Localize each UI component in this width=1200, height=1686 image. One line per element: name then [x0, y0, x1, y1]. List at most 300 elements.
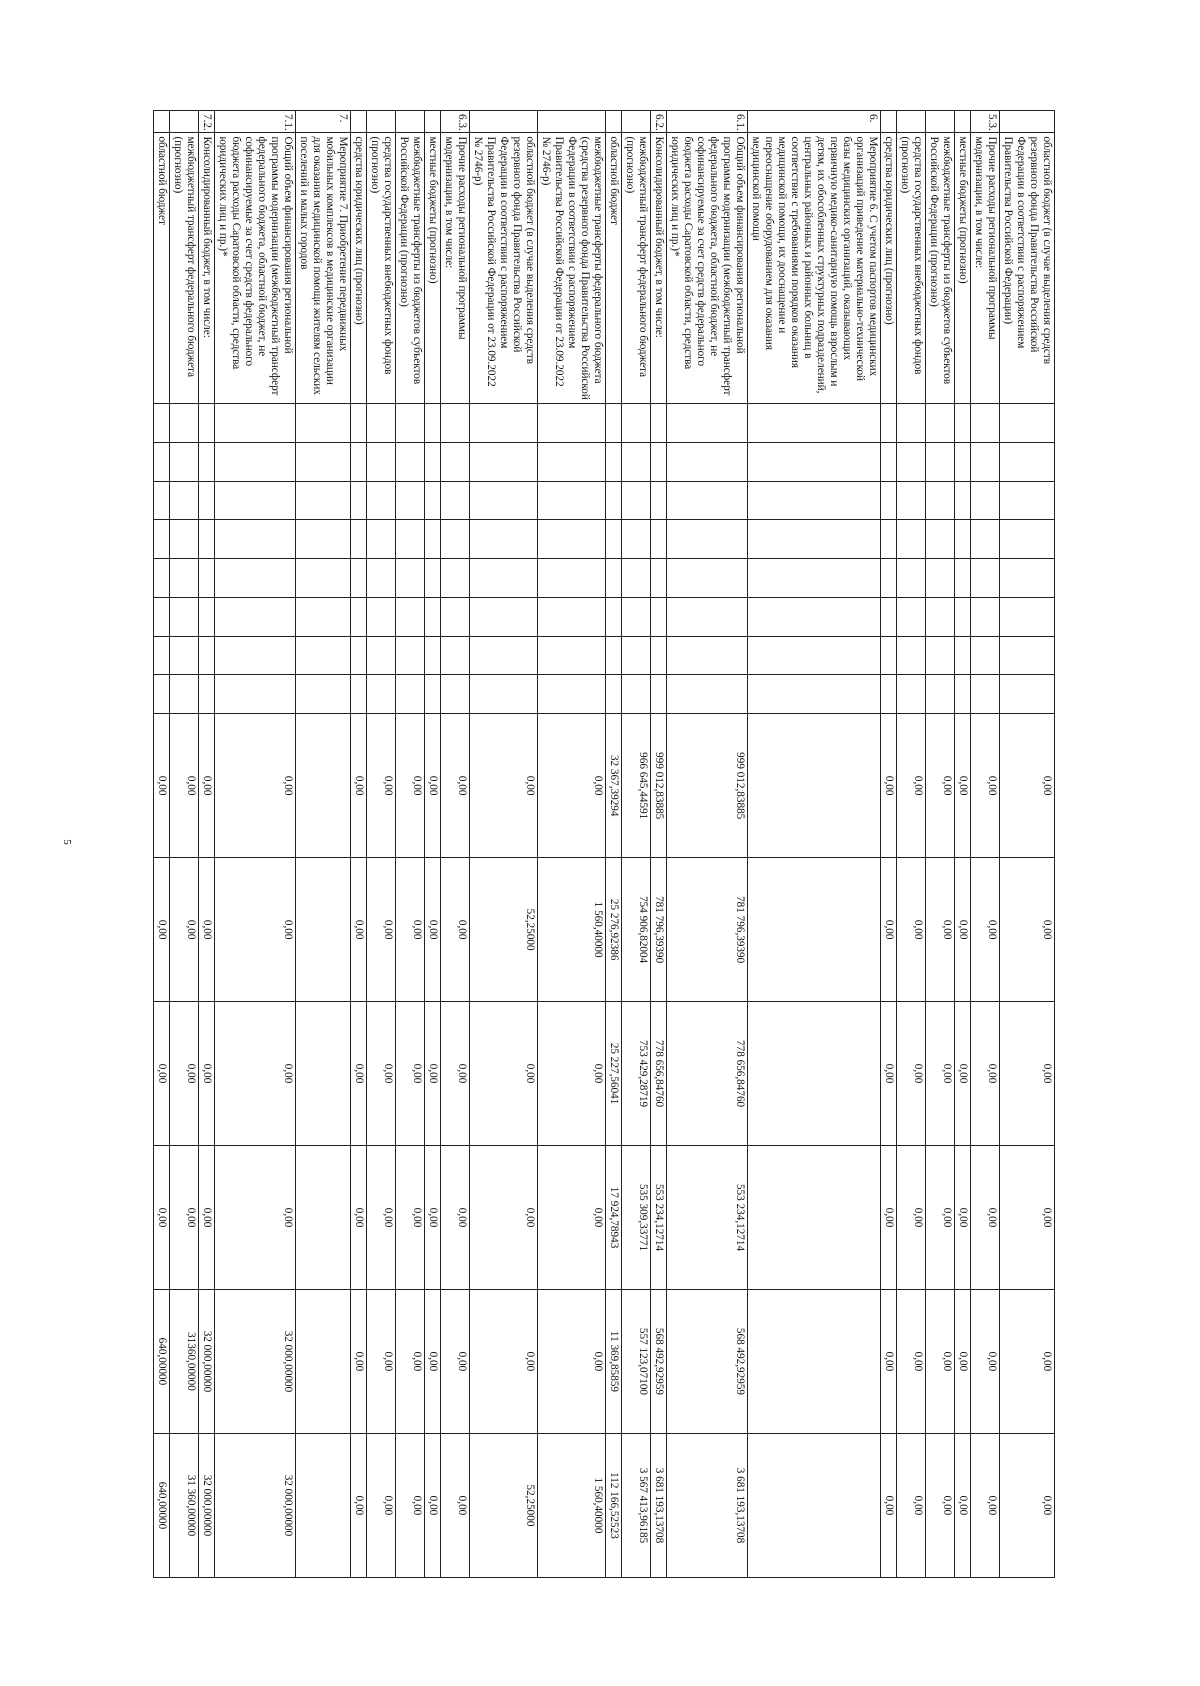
value-cell: 0,00 [367, 1002, 396, 1146]
value-cell: 0,00 [154, 714, 170, 858]
empty-cell [296, 559, 351, 598]
value-cell [296, 1002, 351, 1146]
row-name: областной бюджет (в случае выделения средств резервного фонда Правительства Российской Федерации в соответствии с распоряжением Правительства Российской Федерации от 23.09.2022 № 2746-р) [470, 133, 538, 404]
empty-cell [296, 403, 351, 442]
empty-cell [367, 559, 396, 598]
value-cell: 0,00 [367, 714, 396, 858]
empty-cell [667, 636, 748, 675]
value-cell: 0,00 [170, 858, 199, 1002]
value-cell: 0,00 [538, 1289, 606, 1433]
empty-cell [606, 636, 622, 675]
value-cell: 0,00 [351, 1289, 367, 1433]
value-cell: 0,00 [425, 1433, 441, 1577]
empty-cell [926, 520, 955, 559]
value-cell: 778 656,84760 [667, 1002, 748, 1146]
empty-cell [154, 675, 170, 714]
empty-cell [396, 442, 425, 481]
value-cell: 0,00 [881, 1289, 897, 1433]
empty-cell [1000, 597, 1055, 636]
empty-cell [199, 597, 215, 636]
empty-cell [971, 636, 1000, 675]
value-cell: 32 000,00000 [215, 1433, 296, 1577]
empty-cell [1000, 442, 1055, 481]
value-cell [296, 714, 351, 858]
value-cell: 0,00 [538, 1146, 606, 1290]
empty-cell [351, 559, 367, 598]
empty-cell [170, 636, 199, 675]
empty-cell [396, 481, 425, 520]
empty-cell [606, 481, 622, 520]
empty-cell [651, 675, 667, 714]
value-cell [748, 1002, 881, 1146]
empty-cell [971, 559, 1000, 598]
empty-cell [881, 403, 897, 442]
empty-cell [748, 675, 881, 714]
empty-cell [651, 597, 667, 636]
empty-cell [538, 636, 606, 675]
empty-cell [199, 481, 215, 520]
value-cell: 25 276,92386 [606, 858, 622, 1002]
value-cell: 1 560,40000 [538, 858, 606, 1002]
value-cell: 781 796,39390 [667, 858, 748, 1002]
table-row [154, 111, 170, 1578]
empty-cell [215, 520, 296, 559]
row-name: местные бюджеты (прогнозно) [425, 133, 441, 404]
empty-cell [351, 636, 367, 675]
table-row [955, 111, 971, 1578]
empty-cell [881, 520, 897, 559]
value-cell: 0,00 [199, 1002, 215, 1146]
value-cell: 0,00 [425, 858, 441, 1002]
empty-cell [955, 481, 971, 520]
row-name: межбюджетные трансферты из бюджетов субъектов Российской Федерации (прогнозно) [926, 133, 955, 404]
empty-cell [425, 675, 441, 714]
empty-cell [470, 403, 538, 442]
row-number: 5.3. [971, 111, 1000, 133]
empty-cell [748, 481, 881, 520]
value-cell: 999 012,83885 [651, 714, 667, 858]
empty-cell [296, 636, 351, 675]
empty-cell [199, 442, 215, 481]
value-cell: 0,00 [881, 1146, 897, 1290]
row-name: областной бюджет (в случае выделения средств резервного фонда Правительства Российской Федерации в соответствии с распоряжением Правительства Российской Федерации) [1000, 133, 1055, 404]
empty-cell [351, 403, 367, 442]
empty-cell [215, 442, 296, 481]
empty-cell [667, 520, 748, 559]
value-cell: 0,00 [926, 1433, 955, 1577]
value-cell: 0,00 [215, 1002, 296, 1146]
empty-cell [215, 675, 296, 714]
value-cell: 0,00 [154, 1146, 170, 1290]
value-cell: 553 234,12714 [651, 1146, 667, 1290]
value-cell: 0,00 [351, 714, 367, 858]
table-row [367, 111, 396, 1578]
value-cell: 0,00 [955, 1289, 971, 1433]
value-cell: 0,00 [971, 1433, 1000, 1577]
row-name: средства государственных внебюджетных фондов (прогнозно) [897, 133, 926, 404]
value-cell: 0,00 [897, 1433, 926, 1577]
row-number [955, 111, 971, 133]
value-cell: 781 796,39390 [651, 858, 667, 1002]
table-row [425, 111, 441, 1578]
value-cell: 0,00 [971, 1289, 1000, 1433]
value-cell: 0,00 [897, 1002, 926, 1146]
empty-cell [651, 559, 667, 598]
value-cell: 0,00 [154, 1002, 170, 1146]
table-row [351, 111, 367, 1578]
value-cell [748, 858, 881, 1002]
empty-cell [955, 442, 971, 481]
row-number: 7.1. [215, 111, 296, 133]
row-number: 6.2. [651, 111, 667, 133]
empty-cell [296, 520, 351, 559]
table-row [396, 111, 425, 1578]
empty-cell [538, 481, 606, 520]
table-row [296, 111, 351, 1578]
table-row [606, 111, 622, 1578]
row-name: Общий объем финансирования региональной программы модернизации (межбюджетный трансферт федерального бюджета, областной бюджет, не софинансируемые за счет средств федерального бюджета расходы Саратовской области, средства юридических лиц и пр.)* [667, 133, 748, 404]
empty-cell [748, 520, 881, 559]
value-cell: 31 360,00000 [170, 1433, 199, 1577]
value-cell [296, 858, 351, 1002]
row-number [926, 111, 955, 133]
value-cell [296, 1289, 351, 1433]
empty-cell [215, 559, 296, 598]
value-cell: 32 000,00000 [199, 1433, 215, 1577]
value-cell: 640,00000 [154, 1433, 170, 1577]
value-cell: 0,00 [170, 1146, 199, 1290]
value-cell: 0,00 [971, 858, 1000, 1002]
table-row [971, 111, 1000, 1578]
value-cell: 0,00 [396, 1289, 425, 1433]
rotated-table-sheet [145, 110, 1055, 1578]
empty-cell [296, 675, 351, 714]
value-cell: 0,00 [897, 1146, 926, 1290]
empty-cell [170, 442, 199, 481]
empty-cell [897, 481, 926, 520]
value-cell: 0,00 [1000, 1002, 1055, 1146]
empty-cell [955, 520, 971, 559]
empty-cell [170, 403, 199, 442]
table-row [748, 111, 881, 1578]
empty-cell [199, 559, 215, 598]
empty-cell [606, 675, 622, 714]
value-cell: 32 367,39294 [606, 714, 622, 858]
value-cell: 0,00 [1000, 714, 1055, 858]
empty-cell [425, 403, 441, 442]
empty-cell [897, 675, 926, 714]
empty-cell [1000, 520, 1055, 559]
empty-cell [1000, 559, 1055, 598]
value-cell: 0,00 [351, 1146, 367, 1290]
value-cell: 0,00 [881, 858, 897, 1002]
empty-cell [606, 403, 622, 442]
empty-cell [154, 559, 170, 598]
row-number [170, 111, 199, 133]
empty-cell [622, 636, 651, 675]
financing-table [153, 110, 1055, 1578]
row-number [367, 111, 396, 133]
empty-cell [651, 442, 667, 481]
empty-cell [926, 442, 955, 481]
empty-cell [296, 597, 351, 636]
value-cell: 0,00 [1000, 1433, 1055, 1577]
empty-cell [881, 442, 897, 481]
empty-cell [351, 675, 367, 714]
empty-cell [971, 675, 1000, 714]
empty-cell [441, 636, 470, 675]
row-number [351, 111, 367, 133]
value-cell: 0,00 [441, 1002, 470, 1146]
empty-cell [748, 403, 881, 442]
empty-cell [622, 442, 651, 481]
empty-cell [955, 675, 971, 714]
value-cell: 0,00 [441, 1146, 470, 1290]
value-cell [748, 1433, 881, 1577]
empty-cell [897, 597, 926, 636]
empty-cell [215, 403, 296, 442]
value-cell: 0,00 [367, 1289, 396, 1433]
value-cell: 0,00 [351, 1002, 367, 1146]
value-cell: 568 492,92959 [651, 1289, 667, 1433]
value-cell: 0,00 [170, 1002, 199, 1146]
empty-cell [351, 481, 367, 520]
value-cell: 0,00 [897, 1289, 926, 1433]
empty-cell [606, 597, 622, 636]
row-name: Мероприятие 6. С учетом паспортов медицинских организаций приведение материально-технической базы медицинских организаций, оказывающих первичную медико-санитарную помощь взрослым и детям, их обособленных структурных подразделений, центральных районных и районных больниц в соответствие с требованиями порядков оказания медицинской помощи, их дооснащение и переоснащение оборудованием для оказания медицинской помощи [748, 133, 881, 404]
empty-cell [926, 675, 955, 714]
value-cell: 0,00 [441, 1289, 470, 1433]
row-name: Мероприятие 7. Приобретение передвижных мобильных комплексов в медицинские организации для оказания медицинской помощи жителям сельских поселений и малых городов [296, 133, 351, 404]
empty-cell [470, 442, 538, 481]
value-cell: 0,00 [215, 858, 296, 1002]
empty-cell [881, 559, 897, 598]
empty-cell [1000, 636, 1055, 675]
empty-cell [881, 636, 897, 675]
row-number [622, 111, 651, 133]
row-number: 6.3. [441, 111, 470, 133]
empty-cell [955, 559, 971, 598]
value-cell: 0,00 [441, 1433, 470, 1577]
empty-cell [926, 597, 955, 636]
empty-cell [1000, 403, 1055, 442]
empty-cell [367, 520, 396, 559]
value-cell: 0,00 [955, 858, 971, 1002]
empty-cell [170, 675, 199, 714]
value-cell: 0,00 [926, 1289, 955, 1433]
value-cell [748, 714, 881, 858]
value-cell: 0,00 [441, 714, 470, 858]
empty-cell [470, 481, 538, 520]
empty-cell [351, 597, 367, 636]
value-cell: 0,00 [396, 1146, 425, 1290]
empty-cell [215, 636, 296, 675]
value-cell: 32 000,00000 [215, 1289, 296, 1433]
value-cell: 535 309,33771 [622, 1146, 651, 1290]
empty-cell [748, 636, 881, 675]
empty-cell [971, 442, 1000, 481]
row-name: Консолидированный бюджет, в том числе: [651, 133, 667, 404]
empty-cell [396, 520, 425, 559]
value-cell: 568 492,92959 [667, 1289, 748, 1433]
row-number [396, 111, 425, 133]
empty-cell [396, 636, 425, 675]
empty-cell [396, 403, 425, 442]
empty-cell [926, 636, 955, 675]
empty-cell [606, 520, 622, 559]
value-cell: 0,00 [215, 714, 296, 858]
value-cell: 25 227,56041 [606, 1002, 622, 1146]
value-cell: 0,00 [425, 1002, 441, 1146]
empty-cell [351, 520, 367, 559]
value-cell: 0,00 [881, 1002, 897, 1146]
value-cell: 0,00 [425, 714, 441, 858]
empty-cell [441, 597, 470, 636]
value-cell: 52,25000 [470, 1433, 538, 1577]
row-number: 7. [296, 111, 351, 133]
table-row [622, 111, 651, 1578]
value-cell: 0,00 [971, 1002, 1000, 1146]
table-row [470, 111, 538, 1578]
row-name: межбюджетные трансферты из бюджетов субъектов Российской Федерации (прогнозно) [396, 133, 425, 404]
value-cell: 0,00 [470, 1289, 538, 1433]
row-number [881, 111, 897, 133]
empty-cell [170, 520, 199, 559]
empty-cell [154, 481, 170, 520]
empty-cell [971, 597, 1000, 636]
empty-cell [296, 442, 351, 481]
empty-cell [425, 481, 441, 520]
empty-cell [367, 675, 396, 714]
value-cell: 32 000,00000 [199, 1289, 215, 1433]
empty-cell [441, 520, 470, 559]
empty-cell [955, 597, 971, 636]
table-row [881, 111, 897, 1578]
empty-cell [470, 520, 538, 559]
row-name: межбюджетные трансферты федерального бюджета (средства резервного фонда Правительства Российской Федерации в соответствии с распоряжением Правительства Российской Федерации от 23.09.2022 № 2746-р) [538, 133, 606, 404]
row-name: местные бюджеты (прогнозно) [955, 133, 971, 404]
empty-cell [154, 442, 170, 481]
empty-cell [651, 481, 667, 520]
value-cell: 0,00 [396, 1002, 425, 1146]
row-number [154, 111, 170, 133]
value-cell: 3 681 193,13708 [667, 1433, 748, 1577]
value-cell: 0,00 [396, 714, 425, 858]
empty-cell [296, 481, 351, 520]
empty-cell [955, 403, 971, 442]
empty-cell [606, 559, 622, 598]
empty-cell [897, 636, 926, 675]
empty-cell [651, 636, 667, 675]
empty-cell [367, 403, 396, 442]
value-cell: 0,00 [955, 1433, 971, 1577]
empty-cell [470, 597, 538, 636]
empty-cell [538, 442, 606, 481]
empty-cell [622, 675, 651, 714]
empty-cell [154, 403, 170, 442]
empty-cell [622, 597, 651, 636]
empty-cell [441, 559, 470, 598]
empty-cell [748, 559, 881, 598]
empty-cell [748, 442, 881, 481]
value-cell: 3 567 413,96185 [622, 1433, 651, 1577]
empty-cell [881, 597, 897, 636]
empty-cell [538, 675, 606, 714]
empty-cell [441, 481, 470, 520]
row-number [538, 111, 606, 133]
empty-cell [215, 481, 296, 520]
empty-cell [606, 442, 622, 481]
value-cell: 17 924,78943 [606, 1146, 622, 1290]
value-cell: 0,00 [955, 714, 971, 858]
empty-cell [667, 597, 748, 636]
value-cell: 0,00 [351, 858, 367, 1002]
row-name: Прочие расходы региональной программы модернизации, в том числе: [441, 133, 470, 404]
value-cell: 0,00 [971, 1146, 1000, 1290]
empty-cell [667, 403, 748, 442]
page-number: 5 [60, 839, 73, 845]
value-cell: 0,00 [1000, 1289, 1055, 1433]
value-cell: 0,00 [170, 714, 199, 858]
empty-cell [367, 597, 396, 636]
empty-cell [154, 597, 170, 636]
empty-cell [396, 597, 425, 636]
value-cell: 0,00 [971, 714, 1000, 858]
empty-cell [622, 403, 651, 442]
empty-cell [651, 403, 667, 442]
row-number: 6. [748, 111, 881, 133]
empty-cell [748, 597, 881, 636]
value-cell: 0,00 [1000, 858, 1055, 1002]
value-cell: 0,00 [425, 1146, 441, 1290]
value-cell: 0,00 [441, 858, 470, 1002]
empty-cell [622, 559, 651, 598]
row-name: средства юридических лиц (прогнозно) [881, 133, 897, 404]
empty-cell [926, 559, 955, 598]
value-cell: 0,00 [897, 714, 926, 858]
empty-cell [667, 481, 748, 520]
value-cell: 11 369,85859 [606, 1289, 622, 1433]
empty-cell [170, 559, 199, 598]
value-cell: 0,00 [470, 1002, 538, 1146]
value-cell: 0,00 [881, 1433, 897, 1577]
value-cell: 778 656,84760 [651, 1002, 667, 1146]
value-cell: 0,00 [396, 1433, 425, 1577]
value-cell: 0,00 [1000, 1146, 1055, 1290]
empty-cell [1000, 675, 1055, 714]
value-cell: 0,00 [367, 1146, 396, 1290]
value-cell [296, 1433, 351, 1577]
value-cell: 0,00 [897, 858, 926, 1002]
row-number [606, 111, 622, 133]
value-cell: 557 123,07100 [622, 1289, 651, 1433]
table-row [199, 111, 215, 1578]
table-row [441, 111, 470, 1578]
value-cell: 999 012,83885 [667, 714, 748, 858]
value-cell: 553 234,12714 [667, 1146, 748, 1290]
value-cell: 52,25000 [470, 858, 538, 1002]
empty-cell [622, 520, 651, 559]
row-name: Консолидированный бюджет, в том числе: [199, 133, 215, 404]
value-cell: 0,00 [425, 1289, 441, 1433]
empty-cell [199, 520, 215, 559]
empty-cell [538, 520, 606, 559]
empty-cell [926, 481, 955, 520]
empty-cell [667, 675, 748, 714]
empty-cell [170, 597, 199, 636]
value-cell: 0,00 [926, 1146, 955, 1290]
table-row [651, 111, 667, 1578]
